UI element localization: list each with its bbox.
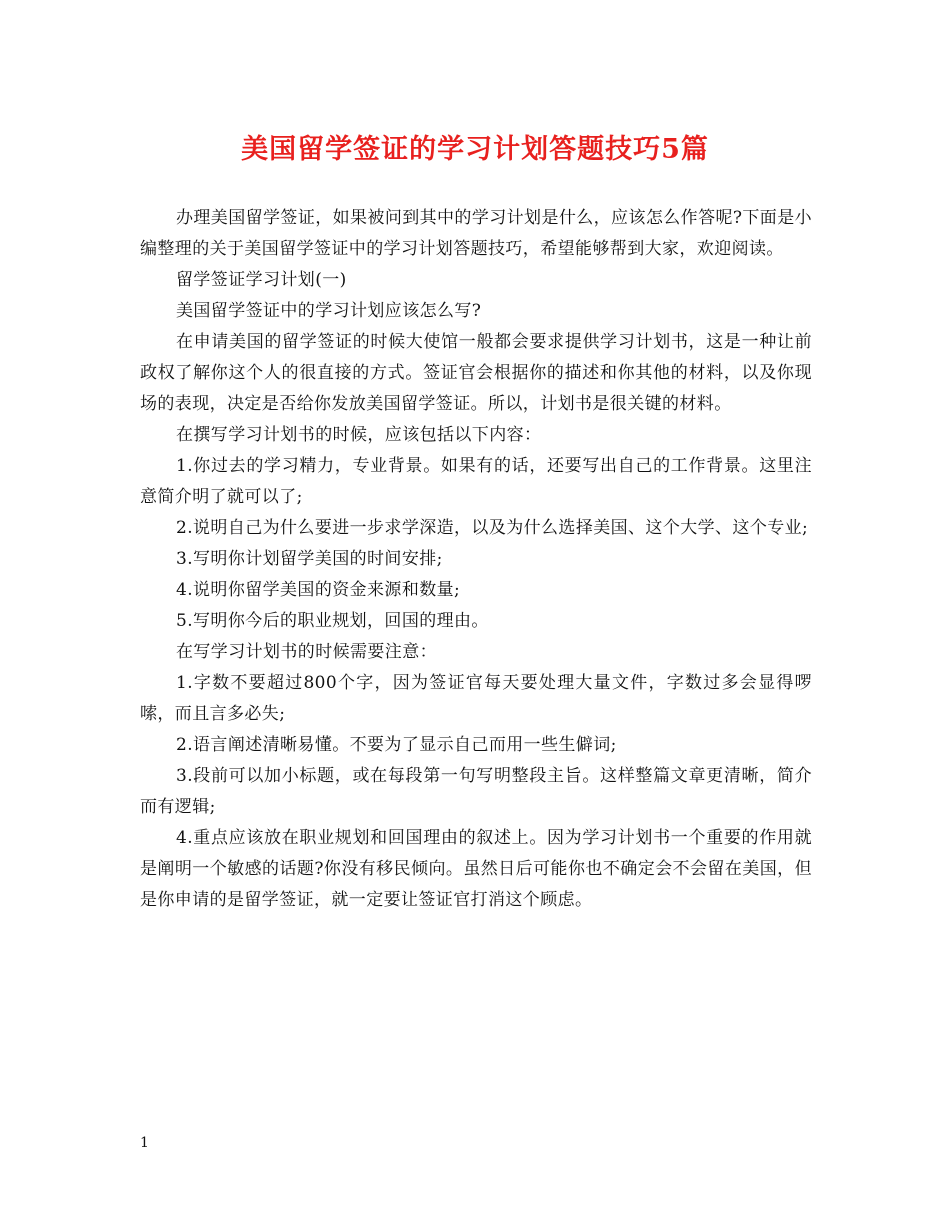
note-item-3: 3.段前可以加小标题，或在每段第一句写明整段主旨。这样整篇文章更清晰，简介而有逻辑; xyxy=(140,766,812,817)
content-item-5: 5.写明你今后的职业规划，回国的理由。 xyxy=(176,611,489,631)
note-item-1: 1.字数不要超过800个字，因为签证官每天要处理大量文件，字数过多会显得啰嗦，而且言多必失; xyxy=(140,673,812,724)
page-number: 1 xyxy=(140,1135,149,1151)
section-heading-plan-one: 留学签证学习计划(一) xyxy=(176,270,347,290)
document-title: 美国留学签证的学习计划答题技巧5篇 xyxy=(241,134,709,165)
note-item-4: 4.重点应该放在职业规划和回国理由的叙述上。因为学习计划书一个重要的作用就是阐明一个敏感的话题?你没有移民倾向。虽然日后可能你也不确定会不会留在美国，但是你申请的是留学签证，就一定要让签证官打消这个顾虑。 xyxy=(140,828,812,910)
note-item-2: 2.语言阐述清晰易懂。不要为了显示自己而用一些生僻词; xyxy=(176,735,617,755)
question-heading: 美国留学签证中的学习计划应该怎么写? xyxy=(176,301,482,321)
body-paragraph: 在申请美国的留学签证的时候大使馆一般都会要求提供学习计划书，这是一种让前政权了解你这个人的很直接的方式。签证官会根据你的描述和你其他的材料，以及你现场的表现，决定是否给你发放美国留学签证。所以，计划书是很关键的材料。 xyxy=(140,332,812,414)
document-body xyxy=(140,203,812,916)
contents-intro: 在撰写学习计划书的时候，应该包括以下内容： xyxy=(176,425,542,445)
intro-paragraph: 办理美国留学签证，如果被问到其中的学习计划是什么，应该怎么作答呢?下面是小编整理的关于美国留学签证中的学习计划答题技巧，希望能够帮到大家，欢迎阅读。 xyxy=(140,208,812,259)
content-item-1: 1.你过去的学习精力，专业背景。如果有的话，还要写出自己的工作背景。这里注意简介明了就可以了; xyxy=(140,456,812,507)
content-item-4: 4.说明你留学美国的资金来源和数量; xyxy=(176,580,461,600)
content-item-2: 2.说明自己为什么要进一步求学深造，以及为什么选择美国、这个大学、这个专业; xyxy=(176,518,809,538)
content-item-3: 3.写明你计划留学美国的时间安排; xyxy=(176,549,443,569)
notes-intro: 在写学习计划书的时候需要注意： xyxy=(176,642,437,662)
